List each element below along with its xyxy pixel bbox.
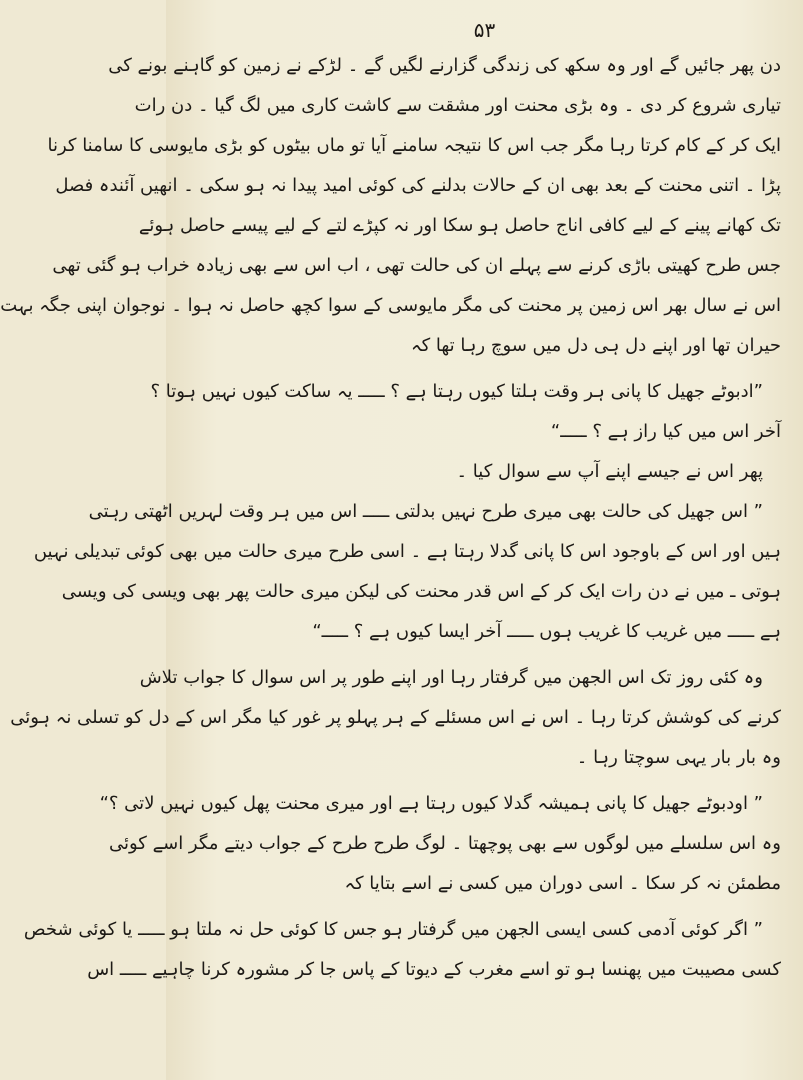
text-line: وہ اس سلسلے میں لوگوں سے بھی پوچھتا ۔ لوگ طرح طرح کے جواب دیتے مگر اسے کوئی (108, 833, 781, 854)
text-line: وہ کئی روز تک اس الجھن میں گرفتار رہا اور اپنے طور پر اس سوال کا جواب تلاش (139, 667, 763, 688)
text-line: کسی مصیبت میں پھنسا ہو تو اسے مغرب کے دیوتا کے پاس جا کر مشورہ کرنا چاہیے ـــــ اس (87, 959, 781, 980)
text-line: تک کھانے پینے کے لیے کافی اناج حاصل ہو سکا اور نہ کپڑے لتے کے لیے پیسے حاصل ہوئے (138, 215, 781, 236)
text-line: تیاری شروع کر دی ۔ وہ بڑی محنت اور مشقت سے کاشت کاری میں لگ گیا ۔ دن رات (134, 95, 781, 116)
text-line: اس نے سال بھر اس زمین پر محنت کی مگر مایوسی کے سوا کچھ حاصل نہ ہوا ۔ نوجوان اپنی جگہ بہت (0, 295, 781, 316)
text-line: مطمئن نہ کر سکا ۔ اسی دوران میں کسی نے اسے بتایا کہ (344, 873, 781, 894)
text-line: دن پھر جائیں گے اور وہ سکھ کی زندگی گزارنے لگیں گے ۔ لڑکے نے زمین کو گاہنے بونے کی (108, 55, 781, 76)
text-line: ” اس جھیل کی حالت بھی میری طرح نہیں بدلتی ـــــ اس میں ہر وقت لہریں اٹھتی رہتی (88, 501, 763, 522)
body-text (0, 46, 781, 990)
text-line: ” اگر کوئی آدمی کسی ایسی الجھن میں گرفتار ہو جس کا کوئی حل نہ ملتا ہو ـــــ یا کوئی شخص (23, 919, 763, 940)
text-line: کرنے کی کوشش کرتا رہا ۔ اس نے اس مسئلے کے ہر پہلو پر غور کیا مگر اس کے دل کو تسلی نہ ہوئی (10, 707, 781, 728)
text-line: وہ بار بار یہی سوچتا رہا ۔ (576, 747, 781, 768)
text-line: آخر اس میں کیا راز ہے ؟ ـــــ“ (550, 421, 781, 442)
page-number: ۵۳ (473, 18, 496, 42)
text-line: حیران تھا اور اپنے دل ہی دل میں سوچ رہا تھا کہ (411, 335, 781, 356)
text-line: ” اودبوٹے جھیل کا پانی ہمیشہ گدلا کیوں رہتا ہے اور میری محنت پھل کیوں نہیں لاتی ؟“ (99, 793, 763, 814)
text-line: جس طرح کھیتی باڑی کرنے سے پہلے ان کی حالت تھی ، اب اس سے بھی زیادہ خراب ہو گئی تھی (52, 255, 781, 276)
text-line: پھر اس نے جیسے اپنے آپ سے سوال کیا ۔ (456, 461, 763, 482)
text-line: ایک کر کے کام کرتا رہا مگر جب اس کا نتیجہ سامنے آیا تو ماں بیٹوں کو بڑی مایوسی کا سامنا کرنا (47, 135, 781, 156)
text-line: ہوتی ـ میں نے دن رات ایک کر کے اس قدر محنت کی لیکن میری حالت پھر بھی ویسی کی ویسی (61, 581, 781, 602)
text-line: ہیں اور اس کے باوجود اس کا پانی گدلا رہتا ہے ۔ اسی طرح میری حالت میں بھی کوئی تبدیلی نہیں (33, 541, 781, 562)
text-line: ”ادبوٹے جھیل کا پانی ہر وقت ہلتا کیوں رہتا ہے ؟ ـــــ یہ ساکت کیوں نہیں ہوتا ؟ (150, 381, 763, 402)
text-line: پڑا ۔ اتنی محنت کے بعد بھی ان کے حالات بدلنے کی کوئی امید پیدا نہ ہو سکی ۔ انھیں آئندہ فصل (55, 175, 781, 196)
text-line: ہے ـــــ میں غریب کا غریب ہوں ـــــ آخر ایسا کیوں ہے ؟ ـــــ“ (312, 621, 781, 642)
